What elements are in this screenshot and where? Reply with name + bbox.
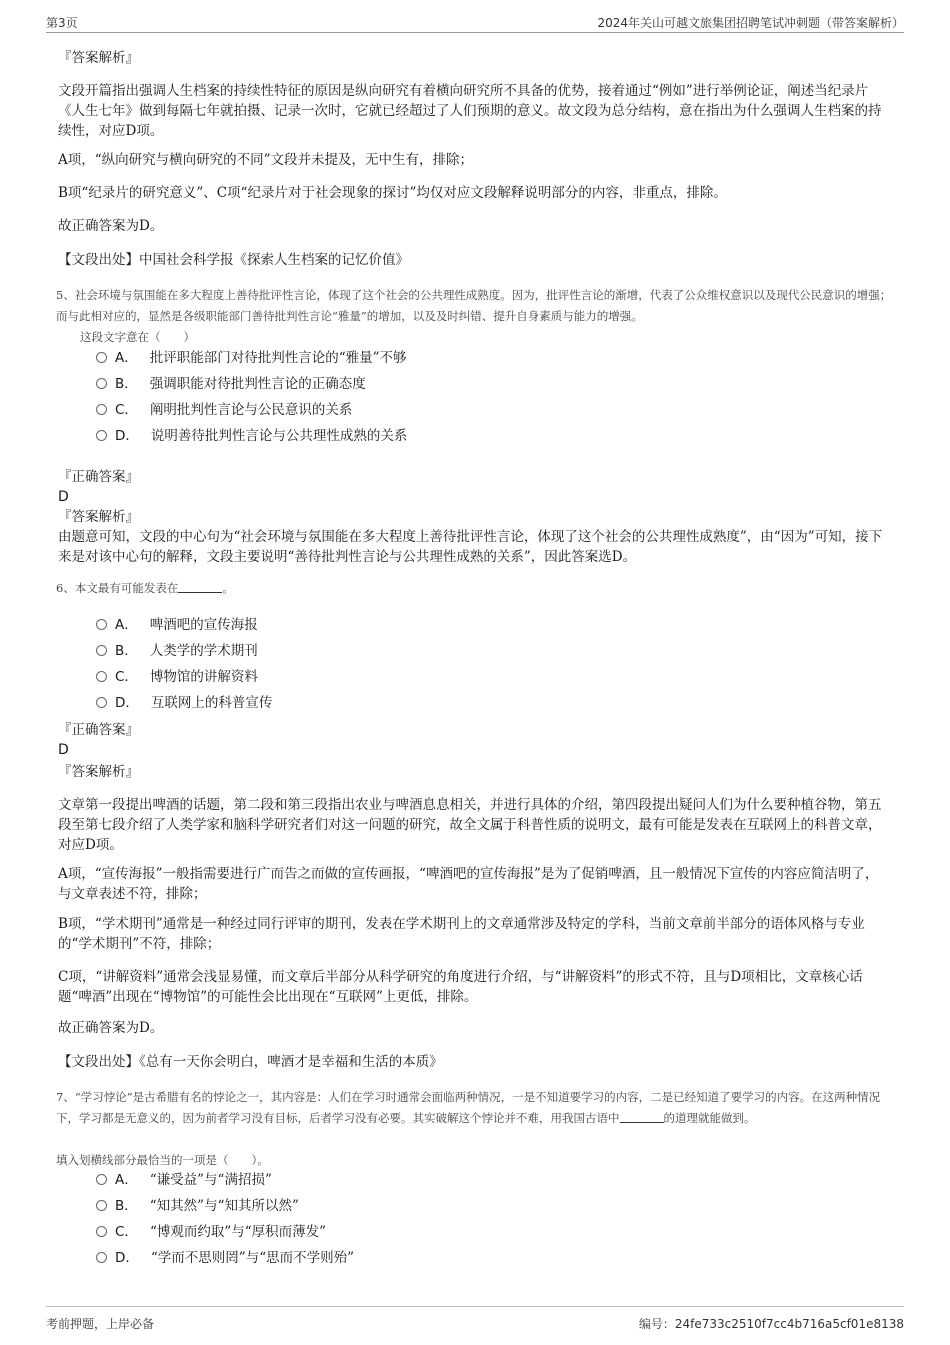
radio-icon[interactable] [96,1226,107,1237]
q5-stem: 5、社会环境与氛围能在多大程度上善待批评性言论，体现了这个社会的公共理性成熟度。因为，批评性言论的渐增，代表了公众维权意识以及现代公民意识的增强；而与此相对应的，显然是各级职能部门善待批判性言论“雅量”的增加，以及及时纠错、提升自身素质与能力的增强。 [56,288,892,323]
q6-analysis-p3: B项，“学术期刊”通常是一种经过同行评审的期刊，发表在学术期刊上的文章通常涉及特定的学科，当前文章前半部分的语体风格与专业的“学术期刊”不符，排除； [58,916,865,952]
q6-option-d[interactable]: D． 互联网上的科普宣传 [96,693,272,713]
radio-icon[interactable] [96,404,107,415]
q4-analysis-p3: B项“纪录片的研究意义”、C项“纪录片对于社会现象的探讨”均仅对应文段解释说明部分的内容，非重点，排除。 [58,185,727,201]
q5-prompt: 这段文字意在（ ） [80,330,195,344]
q7-prompt: 填入划横线部分最恰当的一项是（ ）。 [56,1153,269,1167]
page-header [46,12,904,33]
q7-option-b[interactable]: B． “知其然”与“知其所以然” [96,1196,299,1216]
q6-source: 【文段出处】《总有一天你会明白，啤酒才是幸福和生活的本质》 [58,1054,443,1070]
radio-icon[interactable] [96,697,107,708]
q5-option-b[interactable]: B． 强调职能对待批判性言论的正确态度 [96,374,366,394]
document-title: 2024年关山可越文旅集团招聘笔试冲刺题（带答案解析） [597,16,904,30]
q5-option-c[interactable]: C． 阐明批判性言论与公民意识的关系 [96,400,352,420]
q6-analysis-p5: 故正确答案为D。 [58,1020,164,1036]
radio-icon[interactable] [96,378,107,389]
q4-analysis-p4: 故正确答案为D。 [58,218,164,234]
q5-answer-heading: 『正确答案』 [58,469,139,485]
q7-stem: 7、“学习悖论”是古希腊有名的悖论之一，其内容是：人们在学习时通常会面临两种情况，一是不知道要学习的内容，二是已经知道了要学习的内容。在这两种情况下，学习都是无意义的，因为前者学习没有目标，后者学习没有必要。其实破解这个悖论并不难，用我国古语中 的道理就能做到。 [56,1090,881,1125]
radio-icon[interactable] [96,352,107,363]
q7-option-a[interactable]: A． “谦受益”与“满招损” [96,1170,272,1190]
q6-option-a[interactable]: A． 啤酒吧的宣传海报 [96,615,258,635]
q4-analysis-p1: 文段开篇指出强调人生档案的持续性特征的原因是纵向研究有着横向研究所不具备的优势，接着通过“例如”进行举例论证，阐述当纪录片《人生七年》做到每隔七年就拍摄、记录一次时，它就已经超过了人们预期的意义。故文段为总分结构，意在指出为什么强调人生档案的持续性，对应D项。 [58,83,882,139]
q6-option-c[interactable]: C． 博物馆的讲解资料 [96,667,258,687]
document-code: 编号：24fe733c2510f7cc4b716a5cf01e8138 [638,1317,904,1331]
q5-option-a[interactable]: A． 批评职能部门对待批判性言论的“雅量”不够 [96,348,407,368]
answer-blank [178,580,222,593]
page-number: 第3页 [46,16,78,30]
radio-icon[interactable] [96,671,107,682]
q6-analysis-p1: 文章第一段提出啤酒的话题，第二段和第三段指出农业与啤酒息息相关，并进行具体的介绍，第四段提出疑问人们为什么要种植谷物，第五段至第七段介绍了人类学家和脑科学研究者们对这一问题的研究，故全文属于科普性质的说明文，最有可能是发表在互联网上的科普文章，对应D项。 [58,797,882,853]
q5-option-d[interactable]: D． 说明善待批判性言论与公共理性成熟的关系 [96,426,407,446]
q6-analysis-p4: C项，“讲解资料”通常会浅显易懂，而文章后半部分从科学研究的角度进行介绍，与“讲解资料”的形式不符，且与D项相比，文章核心话题“啤酒”出现在“博物馆”的可能性会比出现在“互联网”上更低，排除。 [58,969,863,1005]
q6-option-b[interactable]: B． 人类学的学术期刊 [96,641,258,661]
q4-source: 【文段出处】中国社会科学报《探索人生档案的记忆价值》 [58,252,409,268]
answer-blank [620,1110,664,1123]
radio-icon[interactable] [96,430,107,441]
q6-stem: 6、本文最有可能发表在 。 [56,581,234,595]
page-footer [46,1306,904,1337]
radio-icon[interactable] [96,645,107,656]
q6-analysis-p2: A项，“宣传海报”一般指需要进行广而告之而做的宣传画报，“啤酒吧的宣传海报”是为了促销啤酒，且一般情况下宣传的内容应简洁明了，与文章表述不符，排除； [58,866,879,902]
q7-option-d[interactable]: D． “学而不思则罔”与“思而不学则殆” [96,1248,354,1268]
radio-icon[interactable] [96,1200,107,1211]
q7-option-c[interactable]: C． “博观而约取”与“厚积而薄发” [96,1222,326,1242]
q5-analysis: 由题意可知，文段的中心句为“社会环境与氛围能在多大程度上善待批评性言论，体现了这个社会的公共理性成熟度”，由“因为”可知，接下来是对该中心句的解释，文段主要说明“善待批判性言论与公共理性成熟的关系”，因此答案选D。 [58,529,883,565]
q4-analysis-p2: A项，“纵向研究与横向研究的不同”文段并未提及，无中生有，排除； [58,152,474,168]
footer-slogan: 考前押题，上岸必备 [46,1317,155,1331]
q6-analysis-heading: 『答案解析』 [58,764,139,780]
radio-icon[interactable] [96,1174,107,1185]
q6-answer-heading: 『正确答案』 [58,722,139,738]
q4-analysis-heading: 『答案解析』 [58,50,139,66]
q5-answer: D [58,489,69,505]
radio-icon[interactable] [96,1252,107,1263]
q5-analysis-heading: 『答案解析』 [58,509,139,525]
radio-icon[interactable] [96,619,107,630]
q6-answer: D [58,742,69,758]
